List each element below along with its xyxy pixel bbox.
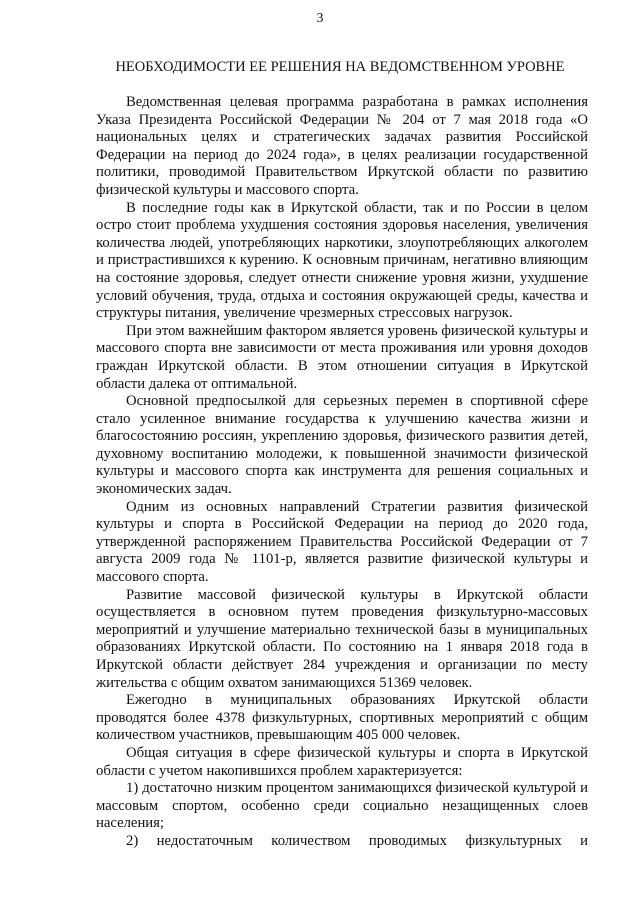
paragraph-health-problems: В последние годы как в Иркутской области, так и по России в целом остро стоит проблема ухудшения состояния здоровья населения, увеличения количества людей, употребляющих наркотики, злоупотребляющих алкоголем и пристрастившихся к курению. К основным причинам, негативно влияющим на состояние здоровья, следует отнести снижение уровня жизни, ухудшение условий обучения, труда, отдыха и состояния окружающей среды, качества и структуры питания, увеличение чрезмерных стрессовых нагрузок. xyxy=(96,199,588,322)
paragraph-key-factor: При этом важнейшим фактором является уровень физической культуры и массового спорта вне зависимости от места проживания или уровня доходов граждан Иркутской области. В этом отношении ситуация в Иркутской области далека от оптимальной. xyxy=(96,322,588,392)
section-heading: НЕОБХОДИМОСТИ ЕЕ РЕШЕНИЯ НА ВЕДОМСТВЕННОМ УРОВНЕ xyxy=(115,59,565,75)
paragraph-mass-sport-development: Развитие массовой физической культуры в Иркутской области осуществляется в основном путем проведения физкультурно-массовых мероприятий и улучшение материально технической базы в муниципальных образованиях Иркутской области. По состоянию на 1 января 2018 года в Иркутской области действует 284 учреждения и организации по месту жительства с общим охватом занимающихся 51369 человек. xyxy=(96,586,588,691)
list-item-1: 1) достаточно низким процентом занимающихся физической культурой и массовым спортом, особенно среди социально незащищенных слоев населения; xyxy=(96,780,588,832)
paragraph-strategy: Одним из основных направлений Стратегии развития физической культуры и спорта в Российской Федерации на период до 2020 года, утвержденной распоряжением Правительства Российской Федерации от 7 августа 2009 года № 1101-р, является развитие физической культуры и массового спорта. xyxy=(96,498,588,586)
body-text xyxy=(96,94,588,851)
paragraph-annual-events: Ежегодно в муниципальных образованиях Иркутской области проводятся более 4378 физкультурных, спортивных мероприятий с общим количеством участников, превышающим 405 000 человек. xyxy=(96,692,588,744)
paragraph-general-situation: Общая ситуация в сфере физической культуры и спорта в Иркутской области с учетом накопившихся проблем характеризуется: xyxy=(96,744,588,779)
paragraph-state-attention: Основной предпосылкой для серьезных перемен в спортивной сфере стало усиленное внимание государства к улучшению качества жизни и благосостоянию россиян, укреплению здоровья, физического развития детей, духовному воспитанию молодежи, к повышенной значимости физической культуры и массового спорта как инструмента для решения социальных и экономических задач. xyxy=(96,393,588,498)
list-item-2: 2) недостаточным количеством проводимых физкультурных и xyxy=(126,832,588,849)
paragraph-program-basis: Ведомственная целевая программа разработана в рамках исполнения Указа Президента Российской Федерации № 204 от 7 мая 2018 года «О национальных целях и стратегических задачах развития Российской Федерации на период до 2024 года», в целях реализации государственной политики, проводимой Правительством Иркутской области по развитию физической культуры и массового спорта. xyxy=(96,94,588,198)
page-number: 3 xyxy=(316,11,324,26)
